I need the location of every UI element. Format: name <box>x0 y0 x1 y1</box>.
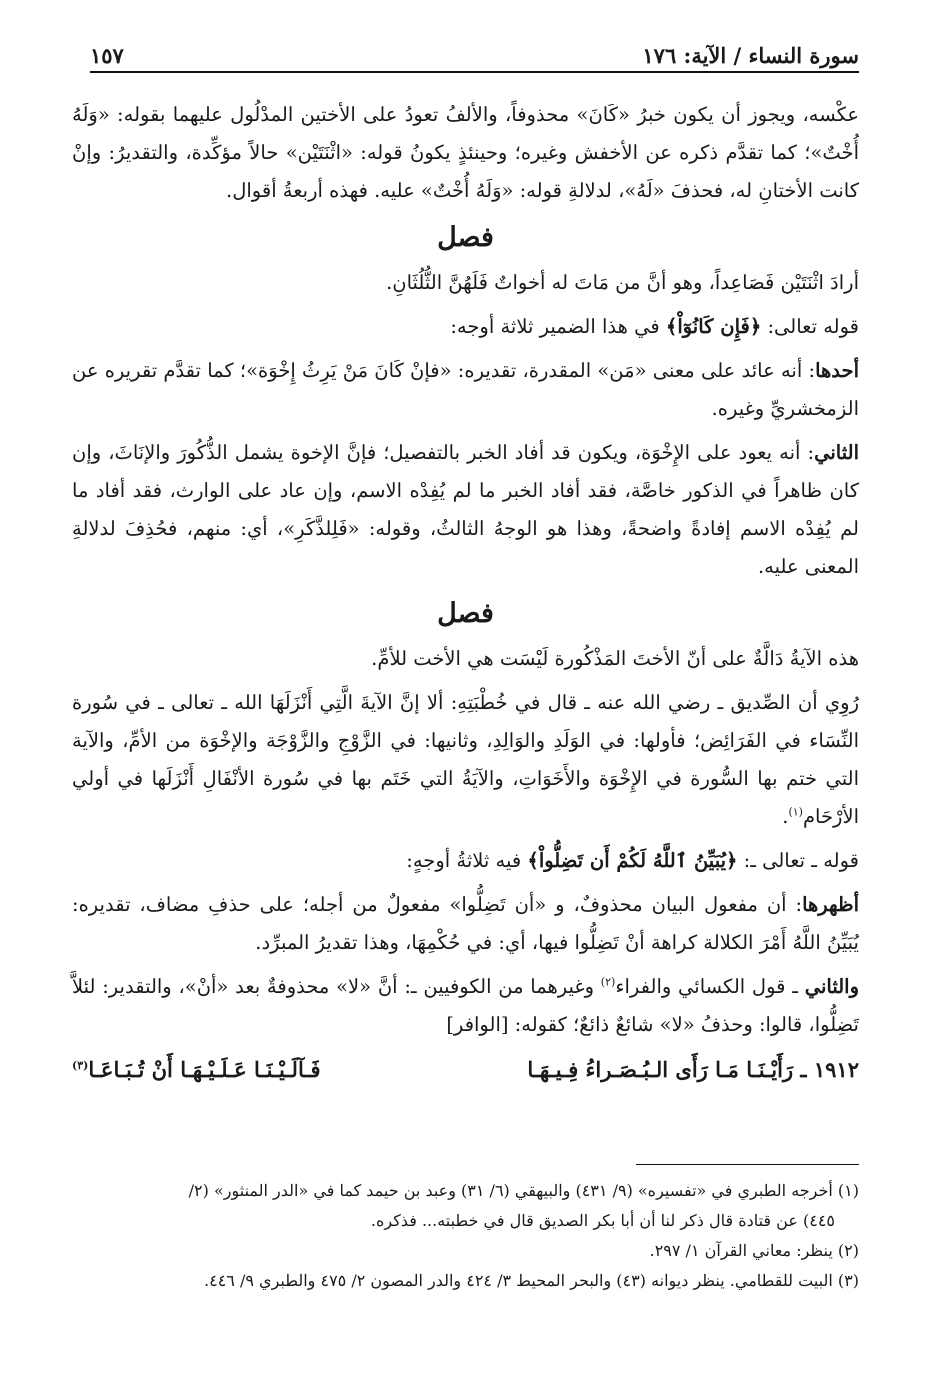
paragraph-10-text-b: وغيرهما من الكوفيين ـ: أنَّ «لا» محذوفةٌ بعد «أنْ»، والتقدير: لئلاَّ تَضِلُّوا، قالوا: وحذفُ «لا» شائعٌ ذائعٌ؛ كقوله: [الوافر] <box>72 975 859 1036</box>
paragraph-10 <box>72 968 859 1044</box>
running-title: سورة النساء / الآية: ١٧٦ <box>642 43 859 68</box>
quran-verse-2: ﴿يُبَيِّنُ ٱللَّهُ لَكُمْ أَن تَضِلُّواْ﴾ <box>527 849 738 872</box>
footnote-ref-3: (٣) <box>72 1059 89 1072</box>
paragraph-7 <box>72 684 859 836</box>
footnote-divider <box>636 1164 859 1165</box>
point-label-second-b: والثاني <box>804 975 859 998</box>
page-number: ١٥٧ <box>90 43 124 68</box>
paragraph-3-text-a: قوله تعالى: <box>761 315 859 338</box>
point-label-second: الثاني <box>814 441 859 464</box>
poem-first-hemistich: ١٩١٢ ـ رَأَيْـنَـا مَـا رَأَى الـبُـصَـراءُ فِـيـهَـا <box>527 1057 859 1082</box>
paragraph-4-text: : أنه عائد على معنى «مَن» المقدرة، تقديره: «فإنْ كَانَ مَنْ يَرِثُ إِخْوَة»؛ كما تقدَّم تقريره عن الزمخشريِّ وغيره. <box>72 359 859 420</box>
footnote-1-line-1: (١) أخرجه الطبري في «تفسيره» (٩/ ٤٣١) والبيهقي (٦/ ٣١) وعبد بن حيمد كما في «الدر المنثور» (٢/ <box>188 1181 859 1200</box>
paragraph-7-end: . <box>782 805 789 828</box>
footnote-ref-2: (٢) <box>600 975 616 989</box>
footnote-ref-1: (١) <box>788 805 803 819</box>
paragraph-8 <box>72 842 859 880</box>
poem-second-hemistich-wrap <box>72 1050 321 1090</box>
section-heading-1: فصل <box>437 222 494 253</box>
paragraph-7-text: رُوِي أن الصِّديق ـ رضي الله عنه ـ قال في خُطْبَتِهِ: ألا إنَّ الآيةَ الَّتِي أَنْزَلَهَا الله ـ تعالى ـ في سُورة النِّسَاء في الفَرَائِض؛ فأولها: في الوَلَدِ والوَالِدِ، وثانيها: في الزَّوْجِ والزَّوْجَة والإخْوَة من الأمِّ، والآية التي ختم بها السُّورة في الإِخْوَة والأَخَوَاتِ، والآيَةُ التي خَتَم بها في سُورة الأنْفَالِ أَنْزَلَها في أولي الأرْحَام <box>72 691 859 828</box>
point-label-clearest: أظهرها <box>802 893 859 916</box>
paragraph-10-text-a: ـ قول الكسائي والفراء <box>615 975 805 998</box>
point-label-first: أحدها <box>815 359 859 382</box>
paragraph-8-text-a: قوله ـ تعالى ـ: <box>737 849 859 872</box>
paragraph-8-text-b: فيه ثلاثةُ أوجهٍ: <box>406 849 528 872</box>
paragraph-4 <box>72 352 859 428</box>
footnote-2: (٢) ينظر: معاني القرآن ١/ ٢٩٧. <box>649 1241 859 1260</box>
section-heading-2: فصل <box>437 598 494 629</box>
quran-verse-1: ﴿فَإِن كَانُوٓاْ﴾ <box>665 315 762 338</box>
paragraph-2: أرادَ اثْنَتَيْن فَصَاعِداً، وهو أنَّ من مَاتَ له أخواتٌ فَلَهُنَّ الثُّلُثَانِ. <box>386 271 859 294</box>
footnote-1-line-2: ٤٤٥) عن قتادة قال ذكر لنا أن أبا بكر الصديق قال في خطبته... فذكره. <box>370 1211 835 1230</box>
paragraph-3 <box>72 308 859 346</box>
paragraph-9 <box>72 886 859 962</box>
paragraph-9-text: : أن مفعول البيان محذوفٌ، و «أن تَضِلُّوا» مفعولٌ من أجله؛ على حذفِ مضاف، تقديره: يُبَيِّنُ اللَّهُ أَمْرَ الكلالة كراهة أنْ تَضِلُّوا فيها، أي: في حُكْمِهَا، وهذا تقديرُ المبرِّد. <box>72 893 859 954</box>
poem-verse <box>72 1050 859 1090</box>
footnote-3: (٣) البيت للقطامي. ينظر ديوانه (٤٣) والبحر المحيط ٣/ ٤٢٤ والدر المصون ٢/ ٤٧٥ والطبري ٩/ ٤٤٦. <box>204 1271 859 1290</box>
paragraph-1: عكْسه، ويجوز أن يكون خبرُ «كَانَ» محذوفاً، والألفُ تعودُ على الأختين المدْلُول عليهما بقوله: «وَلَهُ أُخْتٌ»؛ كما تقدَّم ذكره عن الأخفش وغيره؛ وحينئذٍ يكونُ قوله: «اثْنَتَيْن» حالاً مؤكِّدة، والتقديرُ: وإنْ كانت الأختانِ له، فحذفَ «لَهُ»، لدلالةِ قوله: «وَلَهُ أُخْتٌ» عليه. فهذه أربعةُ أقوال. <box>72 103 859 202</box>
footnotes <box>72 1176 859 1296</box>
paragraph-5 <box>72 434 859 586</box>
paragraph-5-text: : أنه يعود على الإِخْوَة، ويكون قد أفاد الخبر بالتفصيل؛ فإنَّ الإخوة يشمل الذُّكُورَ والإنَاثَ، وإن كان ظاهراً في الذكور خاصَّة، فقد أفاد الخبر ما لم يُفِدْه الاسم، وإن عاد على الوارث، فقد أفاد ما لم يُفِدْه الاسم إفادةً واضحةً، وهذا هو الوجهُ الثالثُ، وقوله: «فَلِلذَّكَرِ»، أي: منهم، فحُذِفَ لدلالةِ المعنى عليه. <box>72 441 859 578</box>
paragraph-3-text-b: في هذا الضمير ثلاثة أوجه: <box>450 315 666 338</box>
paragraph-6: هذه الآيةُ دَالَّةٌ على أنّ الأختَ المَذْكُورة لَيْسَت هي الأخت للأمِّ. <box>371 647 859 670</box>
poem-second-hemistich: فَـآلَـيْـنَـا عَـلَـيْـهَـا أَنْ تُـبَـاعَـا <box>88 1057 321 1082</box>
main-text <box>72 96 859 1090</box>
page-header <box>90 34 859 73</box>
